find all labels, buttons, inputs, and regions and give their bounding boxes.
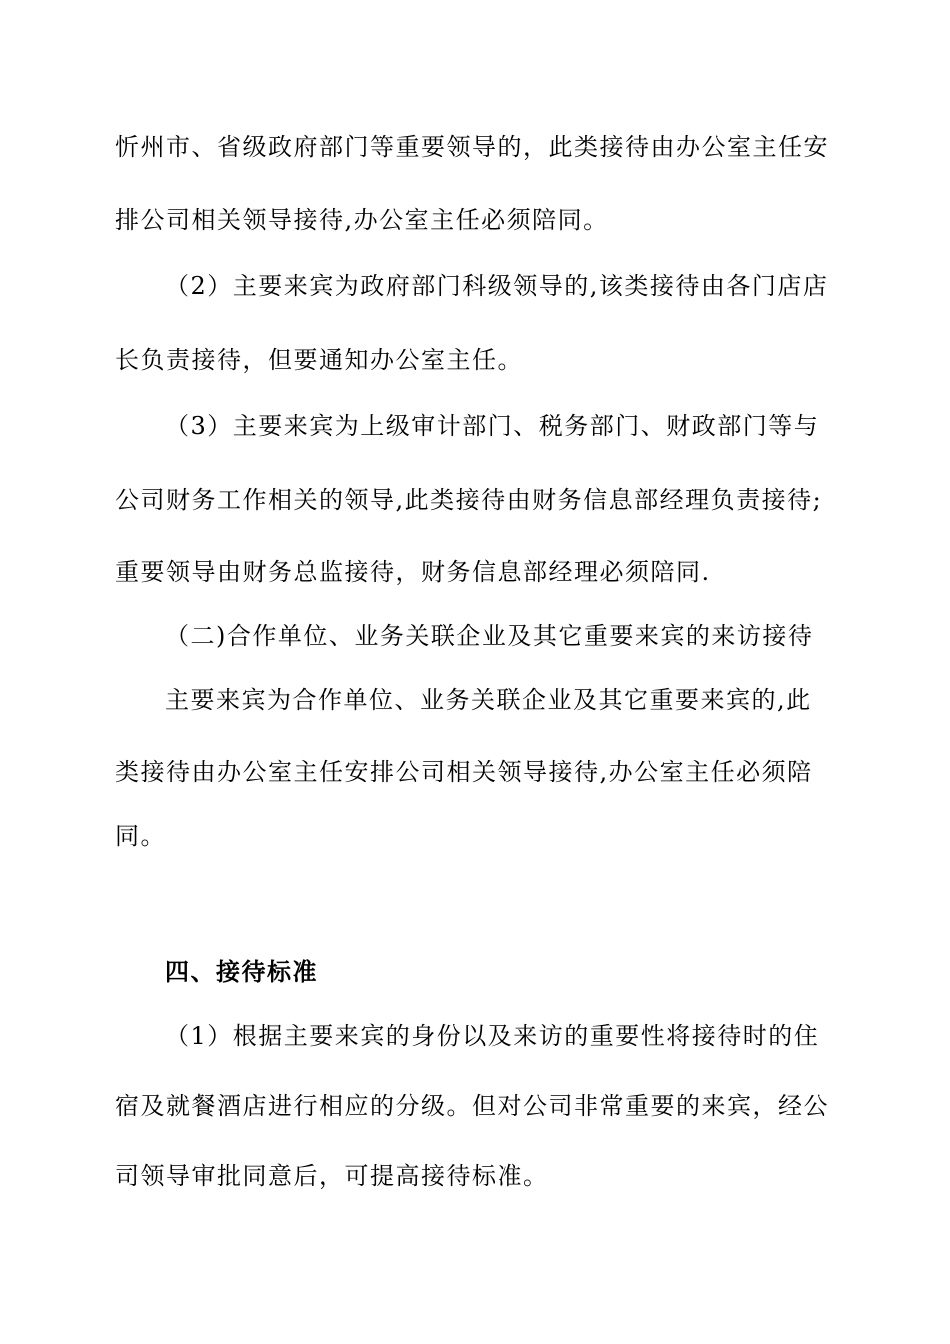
paragraph-line: 忻州市、省级政府部门等重要领导的，此类接待由办公室主任安 <box>115 133 829 161</box>
paragraph-line: 司领导审批同意后，可提高接待标准。 <box>115 1162 549 1190</box>
paragraph-line: 类接待由办公室主任安排公司相关领导接待,办公室主任必须陪 <box>115 758 813 786</box>
paragraph-line: 主要来宾为合作单位、业务关联企业及其它重要来宾的,此 <box>165 686 812 714</box>
paragraph-line: （2）主要来宾为政府部门科级领导的,该类接待由各门店店 <box>165 272 829 300</box>
paragraph-line: 长负责接待，但要通知办公室主任。 <box>115 346 523 374</box>
paragraph-line: 重要领导由财务总监接待，财务信息部经理必须陪同. <box>115 558 711 586</box>
paragraph-line: 宿及就餐酒店进行相应的分级。但对公司非常重要的来宾，经公 <box>115 1092 829 1120</box>
paragraph-line: （1）根据主要来宾的身份以及来访的重要性将接待时的住 <box>165 1022 820 1050</box>
paragraph-line: 排公司相关领导接待,办公室主任必须陪同。 <box>115 206 609 234</box>
paragraph-line: 公司财务工作相关的领导,此类接待由财务信息部经理负责接待; <box>115 486 823 514</box>
paragraph-line: 同。 <box>115 822 166 850</box>
subheading-line: （二)合作单位、业务关联企业及其它重要来宾的来访接待 <box>165 622 814 650</box>
paragraph-line: （3）主要来宾为上级审计部门、税务部门、财政部门等与 <box>165 412 820 440</box>
section-heading: 四、接待标准 <box>165 957 318 986</box>
